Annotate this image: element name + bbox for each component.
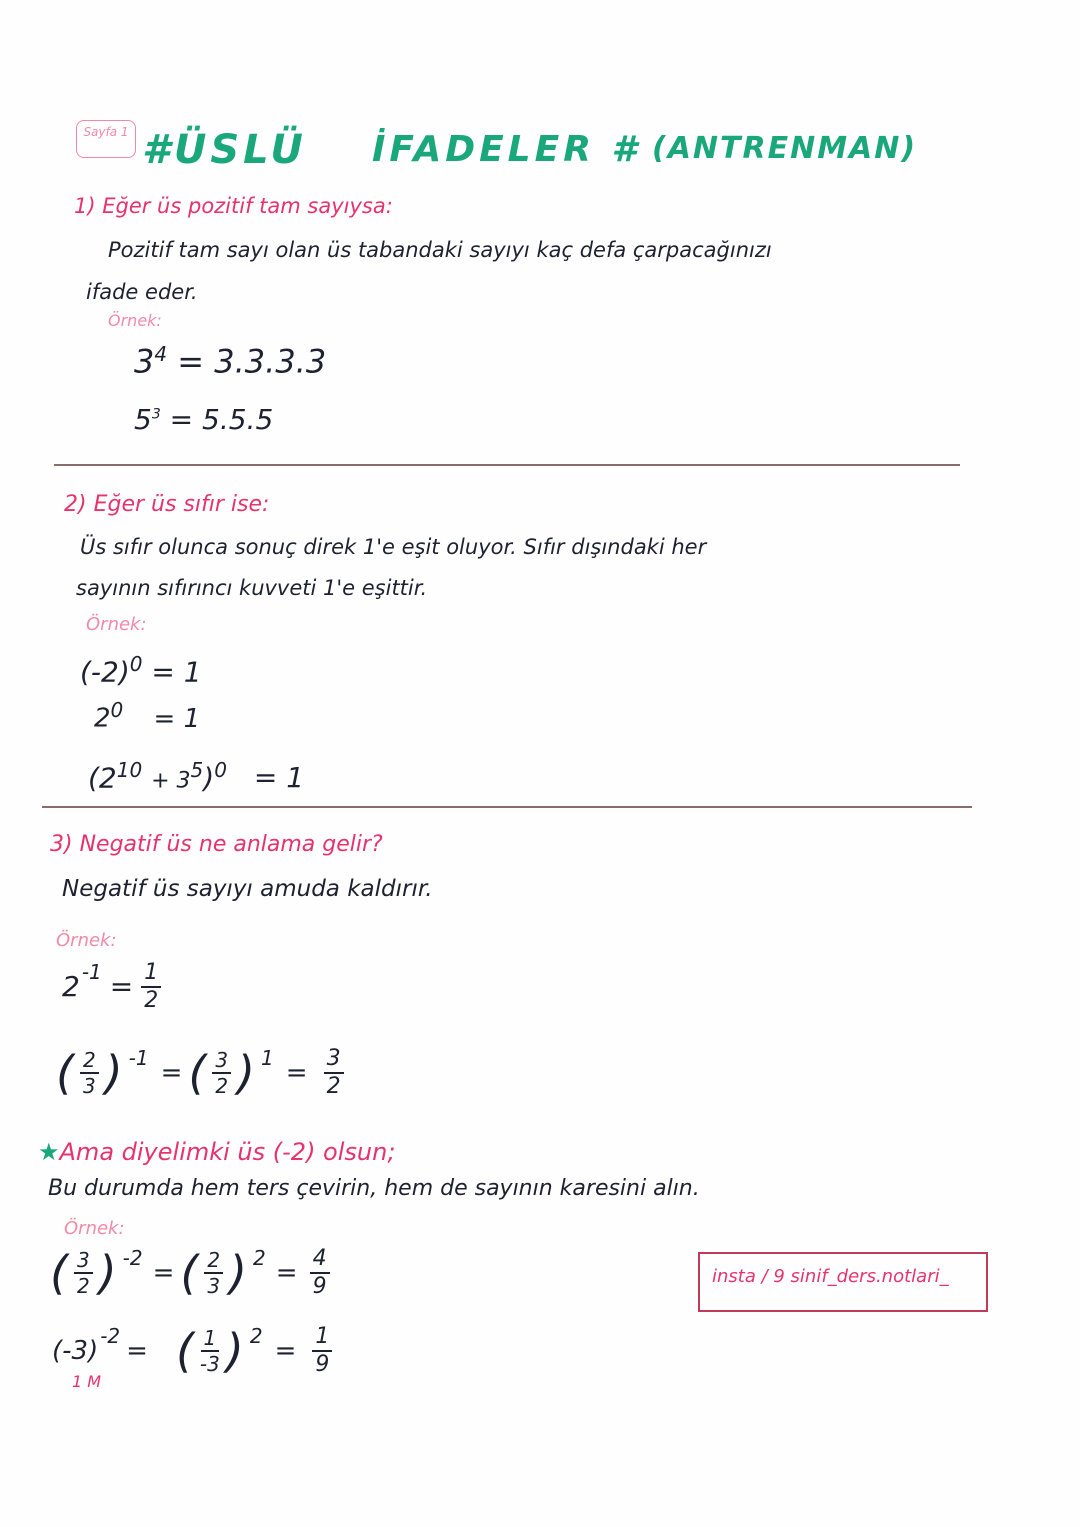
section3-example-label: Örnek:: [56, 930, 117, 951]
fraction-numerator: 3: [324, 1048, 344, 1074]
ex-fraction: [310, 1248, 330, 1298]
paren-close-icon: ): [225, 1324, 244, 1378]
section4-heading: Ama diyelimki üs (-2) olsun;: [59, 1138, 396, 1166]
ex-equals: =: [274, 1336, 297, 1366]
fraction-numerator: 2: [80, 1050, 99, 1074]
ex-exponent: 0: [129, 652, 143, 676]
watermark-text: insta / 9 sinif_ders.notlari_: [712, 1266, 949, 1287]
ex-plus: + 3: [151, 768, 191, 794]
ex-open: (2: [88, 761, 117, 795]
fraction-denominator: 9: [312, 1274, 327, 1299]
section2-text-line2: sayının sıfırıncı kuvveti 1'e eşittir.: [76, 576, 428, 600]
ex-fraction: [200, 1328, 220, 1374]
ex-exponent: -2: [100, 1324, 121, 1348]
ex-result: = 3.3.3.3: [177, 342, 327, 381]
paren-close-icon: ): [229, 1246, 248, 1300]
ex-result: = 1: [253, 761, 305, 795]
paren-open-icon: (: [175, 1324, 194, 1378]
ex-exponent: 2: [253, 1246, 266, 1270]
title-uslu: #ÜSLÜ: [142, 127, 307, 173]
star-icon: ★: [38, 1138, 60, 1166]
fraction-numerator: 1: [201, 1328, 220, 1352]
ex-fraction: [312, 1326, 332, 1376]
ex-base: 2: [94, 703, 111, 734]
ex-exponent: 2: [249, 1324, 263, 1348]
ex-exponent: 4: [154, 342, 168, 366]
ex-fraction: [212, 1050, 231, 1096]
fraction-denominator: 2: [215, 1074, 229, 1098]
footer-scribble: 1 M: [72, 1372, 102, 1391]
ex-equals: =: [285, 1058, 308, 1088]
section1-text-line1: Pozitif tam sayı olan üs tabandaki sayıyı kaç defa çarpacağınızı: [108, 238, 772, 262]
section4-example-label: Örnek:: [64, 1218, 125, 1239]
ex-equals: =: [152, 1258, 175, 1288]
fraction-denominator: 2: [76, 1274, 90, 1298]
fraction-denominator: -3: [199, 1352, 220, 1376]
ex-fraction: [74, 1250, 93, 1296]
section2-heading: 2) Eğer üs sıfır ise:: [64, 492, 270, 517]
paren-open-icon: (: [50, 1246, 68, 1300]
ex-fraction: [204, 1250, 223, 1296]
fraction-numerator: 4: [310, 1248, 330, 1274]
ex-exponent: 0: [214, 758, 227, 782]
fraction-denominator: 2: [326, 1074, 341, 1099]
ex-exponent: -1: [81, 960, 102, 984]
paren-open-icon: (: [188, 1046, 207, 1100]
paren-close-icon: ): [237, 1046, 256, 1100]
paren-close-icon: ): [104, 1046, 123, 1100]
fraction-numerator: 3: [212, 1050, 231, 1074]
section2-example-label: Örnek:: [86, 614, 147, 635]
fraction-denominator: 3: [207, 1274, 221, 1298]
section1-heading: 1) Eğer üs pozitif tam sayıysa:: [74, 194, 393, 218]
section4-text-line1: Bu durumda hem ters çevirin, hem de sayının karesini alın.: [48, 1176, 700, 1201]
section4-heading-row: [38, 1140, 395, 1164]
section2-example3: [88, 758, 305, 795]
section3-example2: [56, 1048, 344, 1098]
fraction-numerator: 1: [312, 1326, 332, 1352]
ex-fraction: [324, 1048, 344, 1098]
paren-open-icon: (: [56, 1046, 74, 1100]
title-ifadeler: İFADELER #: [372, 129, 641, 170]
ex-equals: =: [275, 1258, 298, 1288]
fraction-denominator: 3: [82, 1074, 96, 1098]
ex-base: (-2): [80, 655, 130, 689]
divider-2: [42, 806, 972, 808]
section2-text-line1: Üs sıfır olunca sonuç direk 1'e eşit oluyor. Sıfır dışındaki her: [80, 535, 707, 559]
ex-equals: =: [160, 1058, 183, 1088]
section3-example1: [62, 962, 161, 1012]
ex-fraction: [141, 962, 161, 1012]
section3-heading: 3) Negatif üs ne anlama gelir?: [50, 832, 383, 857]
ex-base: 3: [134, 342, 155, 381]
section2-example2: [94, 700, 200, 732]
ex-exponent-a: 10: [116, 758, 143, 782]
section1-text-line2: ifade eder.: [86, 280, 198, 304]
fraction-denominator: 2: [144, 988, 159, 1013]
title-antrenman: (ANTRENMAN): [652, 131, 918, 166]
ex-base: 5: [134, 403, 152, 436]
section1-example2: [134, 403, 274, 436]
ex-equals: =: [109, 970, 134, 1003]
ex-exponent: -2: [122, 1246, 143, 1270]
ex-exponent: 3: [151, 406, 161, 423]
fraction-numerator: 3: [74, 1250, 93, 1274]
divider-1: [54, 464, 960, 466]
ex-fraction: [80, 1050, 99, 1096]
ex-exponent: 0: [110, 698, 124, 722]
section3-text-line1: Negatif üs sayıyı amuda kaldırır.: [62, 876, 433, 902]
ex-equals: =: [126, 1336, 148, 1366]
ex-close: ): [203, 761, 215, 795]
section4-example2: [52, 1326, 332, 1376]
fraction-numerator: 1: [141, 962, 161, 988]
ex-exponent-b: 5: [190, 758, 204, 782]
page-number-tag: Sayfa 1: [83, 125, 129, 139]
ex-base: 2: [62, 970, 80, 1003]
section4-example1: [50, 1248, 330, 1298]
paren-close-icon: ): [98, 1246, 117, 1300]
fraction-numerator: 2: [204, 1250, 223, 1274]
section1-example-label: Örnek:: [108, 311, 162, 330]
ex-base: (-3): [52, 1336, 99, 1366]
paren-open-icon: (: [180, 1246, 199, 1300]
ex-exponent: -1: [128, 1046, 149, 1070]
section1-example1: [134, 342, 327, 381]
fraction-denominator: 9: [315, 1352, 330, 1377]
ex-exponent: 1: [261, 1046, 274, 1070]
ex-result: = 1: [151, 655, 202, 689]
section2-example1: [80, 652, 202, 689]
ex-result: = 5.5.5: [169, 403, 274, 436]
ex-result: = 1: [153, 703, 201, 734]
